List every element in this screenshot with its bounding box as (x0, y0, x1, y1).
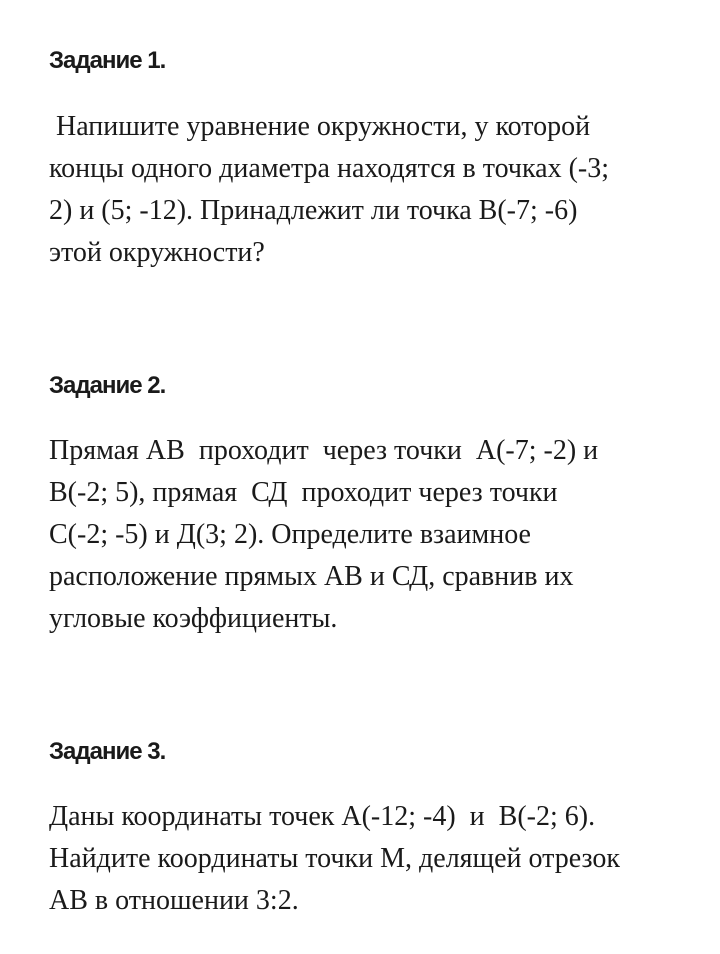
task-2-text-line: Прямая АВ проходит через точки А(-7; -2) и (49, 435, 599, 466)
task-2-text-line: угловые коэффициенты. (49, 603, 338, 634)
task-1-text-line: концы одного диаметра находятся в точках (-3; (49, 153, 610, 184)
task-2-text-line: В(-2; 5), прямая СД проходит через точки (49, 477, 558, 508)
task-1-text-line: этой окружности? (49, 237, 265, 268)
task-3-text-line: АВ в отношении 3:2. (49, 885, 299, 916)
task-1-text-line: 2) и (5; -12). Принадлежит ли точка В(-7; -6) (49, 195, 578, 226)
task-3-text-line: Даны координаты точек А(-12; -4) и В(-2; 6). (49, 801, 596, 832)
task-2-heading: Задание 2. (49, 372, 166, 399)
task-2-text-line: С(-2; -5) и Д(3; 2). Определите взаимное (49, 519, 531, 550)
task-1-heading: Задание 1. (49, 47, 166, 74)
task-2-text-line: расположение прямых АВ и СД, сравнив их (49, 561, 574, 592)
task-1-text-line: Напишите уравнение окружности, у которой (49, 111, 591, 142)
task-3-heading: Задание 3. (49, 738, 166, 765)
task-3-text-line: Найдите координаты точки М, делящей отрезок (49, 843, 620, 874)
